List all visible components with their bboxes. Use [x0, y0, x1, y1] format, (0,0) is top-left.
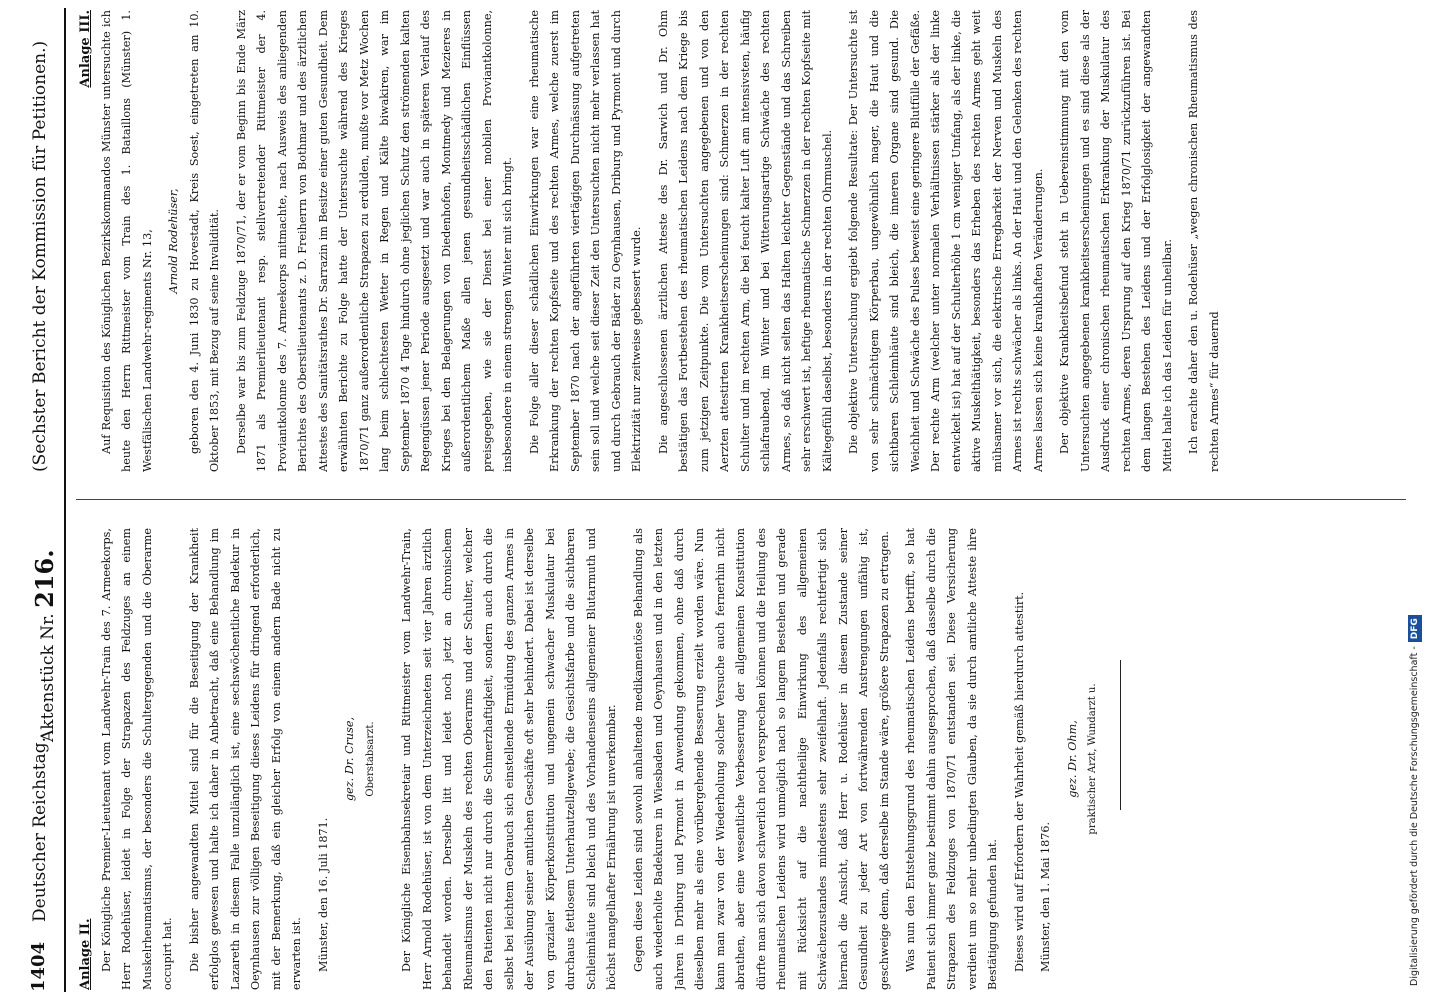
paragraph: geboren den 4. Juni 1830 zu Hovestadt, Kreis Soest, eingetreten am 10. Oktober 1853, mit Bezug auf seine Invalidität. [187, 10, 221, 472]
credit-text: Digitalisierung gefördert durch die Deutsche Forschungsgemeinschaft - [1409, 646, 1420, 986]
right-column [76, 10, 1416, 472]
signature: gez. Dr. Cruse, [343, 716, 356, 802]
page-number: 1404 [28, 941, 49, 992]
paragraph: Der objektive Krankheitsbefund steht in Uebereinstimmung mit den vom Untersuchten angegebenen krankheitserscheinungen und es sind diese als der Ausdruck einer chronischen rheumatischen Erkrankung der Muskulatur des rechten Armes, deren Ursprung auf den Krieg 1870/71 zurückzuführen ist. Bei dem langen Bestehen des Leidens und der Erfolglosigkeit der angewandten Mittel halte ich das Leiden für unheilbar. [1058, 10, 1174, 472]
person-name: Arnold Rodehüser, [167, 188, 180, 294]
signature: gez. Dr. Ohm, [1065, 720, 1079, 798]
paragraph: Die bisher angewandten Mittel sind für die Beseitigung der Krankheit erfolglos gewesen und halte ich daher in Anbetracht, daß eine Behandlung im Lazareth in diesem Falle unzulänglich ist, eine sechswöchentliche Badekur in Oeynhausen zur völligen Beseitigung dieses Leidens für dringend erforderlich, mit der Bemerkung, daß ein gleicher Erfolg von einem andern Bade nicht zu erwarten ist. [187, 528, 303, 990]
column-divider [76, 499, 1406, 500]
signature-role: praktischer Arzt, Wundarzt u. [1087, 683, 1098, 835]
separator-line [1120, 660, 1121, 810]
paragraph: Die angeschlossenen ärztlichen Atteste des Dr. Sarwich und Dr. Ohm bestätigen das Fortbestehen des rheumatischen Leidens nach dem Kriege bis zum jetzigen Zeitpunkte. Die vom Untersuchten angegebenen und von den Aerzten attestirten Krankheitserscheinungen sind: Schmerzen in der rechten Schulter und im rechten Arm, die bei feucht kalter Luft am intensivsten, häufig schlafraubend, im Winter und bei Witterungsartige Schwäche des rechten Armes, so daß nicht selten das Halten leichter Gegenstände und das Schreiben sehr erschwert ist, heftige rheumatische Schmerzen in der rechten Kopfseite mit Kältegefühl daselbst, besonders in der rechten Ohrmuschel. [656, 10, 834, 472]
date-line: Münster, den 16. Juli 1871. [316, 817, 330, 972]
annex-heading: Anlage II. [78, 918, 93, 990]
annex-heading: Anlage III. [78, 10, 93, 88]
digitization-credit [1404, 6, 1426, 986]
date-line: Münster, den 1. Mai 1876. [1039, 821, 1052, 972]
paragraph: Dieses wird auf Erfordern der Wahrheit gemäß hierdurch attestirt. [1012, 591, 1026, 972]
paragraph: Was nun den Entstehungsgrund des rheumatischen Leidens betrifft, so hat Patient sich immer ganz bestimmt dahin ausgesprochen, daß dasselbe durch die Strapazen des Feldzuges von 1870/71 entstanden sei. Diese Versicherung verdient um so mehr unbedingten Glauben, da sie durch amtliche Atteste ihre Bestätigung gefunden hat. [904, 528, 999, 990]
doc-label: Aktenstück Nr. [38, 613, 58, 742]
paragraph: Der Königliche Premier-Lieutenant vom Landwehr-Train des 7. Armeekorps, Herr Rodehüser, leidet in Folge der Strapazen des Feldzuges an einem Muskelrheumatismus, der besonders die Schultergegenden und die Oberarme occupirt hat. [99, 528, 174, 990]
paragraph: Ich erachte daher den u. Rodehüser „wegen chronischen Rheumatismus des rechten Armes“ für dauernd [1187, 10, 1221, 472]
signature-role: Oberstabsarzt. [364, 721, 376, 797]
page-header [20, 8, 66, 992]
paragraph: Gegen diese Leiden sind sowohl anhaltende medikamentöse Behandlung als auch wiederholte Badekuren in Wiesbaden und Oeynhausen und in den letzten Jahren in Driburg und Pyrmont in Anwendung gekommen, ohne daß durch dieselben mehr als eine vorübergehende Besserung erzielt worden wäre. Nun kann man zwar von der Wiederholung solcher Versuche auch fernerhin nicht abrathen, aber eine wesentliche Verbesserung der allgemeinen Konstitution dürfte man sich davon schwerlich noch versprechen können und die Heilung des rheumatischen Leidens wird unmöglich nach so langem Bestehen und gerade mit Rücksicht auf die nachtheilige Einwirkung des allgemeinen Schwächezustandes mindestens sehr zweifelhaft. Jedenfalls rechtfertigt sich hiernach die Ansicht, daß Herr u. Rodehüser in diesem Zustande seiner Gesundheit zu jeder Art von fortwährenden Anstrengungen unfähig ist, geschweige denn, daß derselbe im Stande wäre, größere Strapazen zu ertragen. [631, 528, 891, 990]
paragraph: Der Königliche Eisenbahnsekretair und Rittmeister vom Landwehr-Train, Herr Arnold Rodehüser, ist von dem Unterzeichneten seit vier Jahren ärztlich behandelt worden. Derselbe litt und leidet noch jetzt an chronischem Rheumatismus der Muskeln des rechten Oberarms und der Schulter, welcher den Patienten nicht nur durch die Schmerzhaftigkeit, sondern auch durch die selbst bei leichtem Gebrauch sich einstellende Ermüdung des ganzen Armes in der Ausübung seiner amtlichen Geschäfte oft sehr behindert. Dabei ist derselbe von grazialer Körperkonstitution und ungemein schwacher Muskulatur bei durchaus fettlosem Unterhautzellgewebe; die Gesichtsfarbe und die sichtbaren Schleimhäute sind bleich und des Vorhandenseins allgemeiner Blutarmuth und höchst mangelhafter Ernährung ist unverkennbar. [400, 528, 618, 990]
paragraph: Die objektive Untersuchung ergiebt folgende Resultate: Der Untersuchte ist von sehr schmächtigem Körperbau, ungewöhnlich mager, die Haut und die sichtbaren Schleimhäute sind bleich, die inneren Organe sind gesund. Die Weichheit und Schwäche des Pulses beweist eine geringere Blutfülle der Gefäße. Der rechte Arm (welcher unter normalen Verhältnissen stärker als der linke entwickelt ist) hat auf der Schulterhöhe 1 cm weniger Umfang, als der linke, die aktive Muskelthätigkeit, besonders das Erheben des rechten Armes geht weit mühsamer vor sich, die elektrische Erregbarkeit der Nerven und Muskeln des Armes ist rechts schwächer als links. An der Haut und den Gelenken des rechten Armes lassen sich keine krankhaften Veränderungen. [847, 10, 1045, 472]
left-column [76, 528, 1416, 990]
document-number [30, 549, 59, 742]
report-subtitle: (Sechster Bericht der Kommission für Petitionen.) [30, 40, 50, 472]
publication-title: Deutscher Reichstag. [30, 737, 50, 922]
paragraph: Die Folge aller dieser schädlichen Einwirkungen war eine rheumatische Erkrankung der rechten Kopfseite und des rechten Armes, welche zuerst im September 1870 nach der angeführten viertägigen Durchnässung aufgetreten sein soll und welche seit dieser Zeit den Untersuchten nicht mehr verlassen hat und durch Gebrauch der Bäder zu Oeynhausen, Driburg und Pyrmont und durch Elektrizität nur zeitweise gebessert wurde. [527, 10, 643, 472]
doc-number-value: 216. [30, 549, 59, 608]
paragraph: Derselbe war bis zum Feldzuge 1870/71, der er vom Beginn bis Ende März 1871 als Premierlieutenant resp. stellvertretender Rittmeister der 4. Proviantkolonne des 7. Armeekorps mitmachte, nach Ausweis des anliegenden Berichtes des Oberstlieutenants z. D. Freiherrn von Bothmar und des ärztlichen Attestes des Sanitätsrathes Dr. Sarrazin im Besitze einer guten Gesundheit. Dem erwähnten Berichte zu Folge hatte der Untersuchte während des Krieges 1870/71 ganz außerordentliche Strapazen zu erdulden, mußte vor Metz Wochen lang beim schlechtesten Wetter in Regen und Kälte biwakiren, war im September 1870 4 Tage hindurch ohne jeglichen Schutz den strömenden kalten Regengüssen jener Periode ausgesetzt und war auch in späteren Verlauf des Krieges bei den Belagerungen von Diedenhofen, Montmedy und Mezieres in außerordentlichem Maße allen jenen gesundheitsschädlichen Einflüssen preisgegeben, wie sie der Dienst bei einer mobilen Proviantkolonne, insbesondere in einem strengen Winter mit sich bringt. [234, 10, 514, 472]
dfg-logo: DFG [1408, 615, 1422, 642]
paragraph: Auf Requisition des Königlichen Bezirkskommandos Münster untersuchte ich heute den Herrn Rittmeister vom Train des 1. Bataillons (Münster) 1. Westfälischen Landwehr-regiments Nr. 13, [99, 10, 154, 472]
